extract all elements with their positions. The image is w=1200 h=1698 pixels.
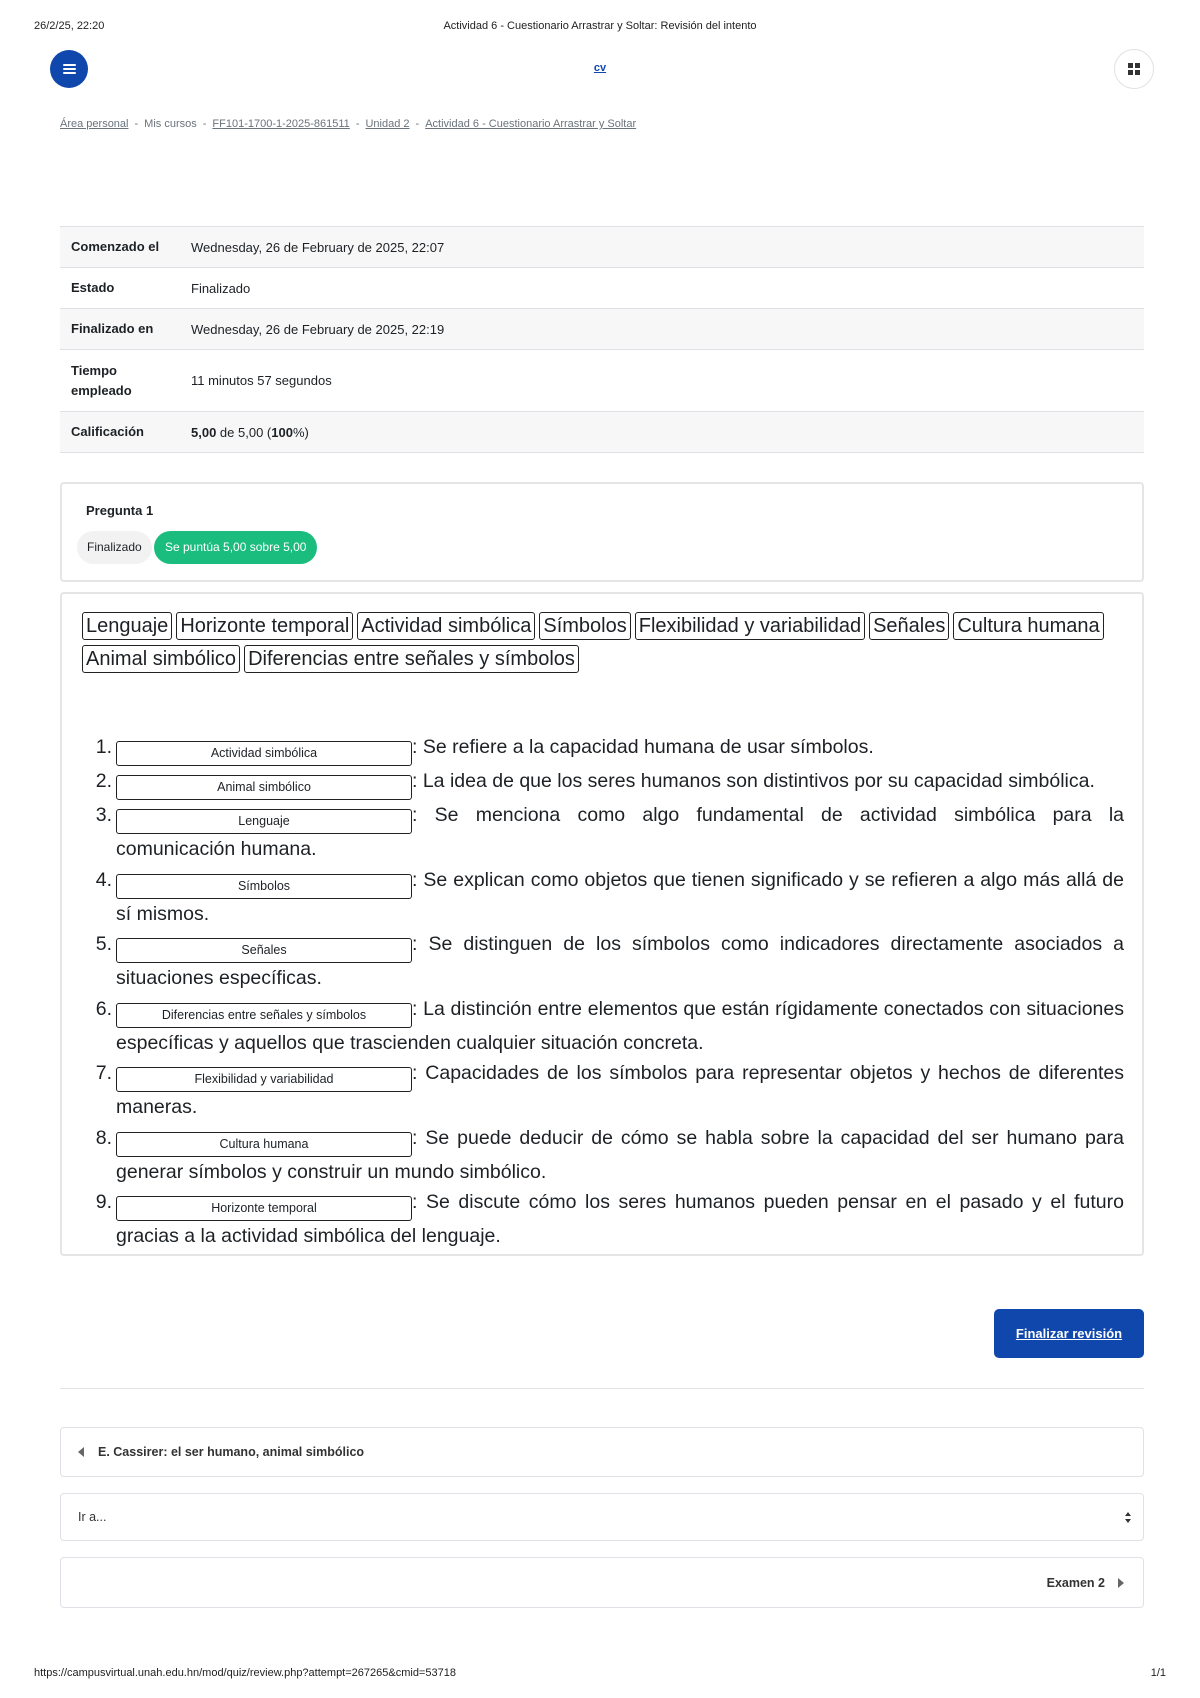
summary-row-started xyxy=(60,227,1144,268)
summary-label-line: Tiempo xyxy=(71,362,117,378)
caret-left-icon xyxy=(78,1447,84,1457)
drag-choice[interactable]: Señales xyxy=(869,612,949,640)
drag-choice[interactable]: Actividad simbólica xyxy=(357,612,535,640)
next-activity-link[interactable] xyxy=(60,1557,1144,1608)
finish-review-button[interactable]: Finalizar revisión xyxy=(994,1309,1144,1358)
drop-zone[interactable]: Diferencias entre señales y símbolos xyxy=(116,1003,412,1028)
item-number: 4. xyxy=(95,868,112,891)
question-content-panel xyxy=(60,592,1144,1256)
grade-percent: 100 xyxy=(271,424,293,440)
drop-zone[interactable]: Señales xyxy=(116,938,412,963)
item-text: : Se discute cómo los seres humanos pueden pensar en el pasado y el futuro gracias a la actividad simbólica del lenguaje. xyxy=(116,1191,1124,1247)
site-name-link[interactable]: cv xyxy=(593,62,607,74)
item-number: 6. xyxy=(95,997,112,1020)
drag-choice[interactable]: Flexibilidad y variabilidad xyxy=(635,612,865,640)
grade-of: de 5,00 ( xyxy=(216,424,272,440)
summary-row-state xyxy=(60,268,1144,309)
item-number: 1. xyxy=(95,736,112,758)
list-item xyxy=(95,766,1124,800)
drag-choices-area xyxy=(82,612,1122,678)
item-number: 2. xyxy=(95,770,112,792)
drop-zone[interactable]: Horizonte temporal xyxy=(116,1196,412,1221)
list-item xyxy=(95,1123,1124,1188)
prev-activity-label: E. Cassirer: el ser humano, animal simbólico xyxy=(98,1445,365,1459)
item-number: 8. xyxy=(95,1126,112,1149)
summary-label-line: empleado xyxy=(71,382,132,398)
apps-menu-button[interactable] xyxy=(1114,49,1154,89)
breadcrumb-separator: - xyxy=(415,118,420,130)
print-page-number: 1/1 xyxy=(1150,1667,1166,1679)
print-url: https://campusvirtual.unah.edu.hn/mod/quiz/review.php?attempt=267265&cmid=53718 xyxy=(34,1667,456,1679)
list-item xyxy=(95,800,1124,865)
breadcrumb-separator: - xyxy=(134,118,139,130)
summary-value xyxy=(191,412,1144,453)
print-header xyxy=(34,20,1166,36)
section-divider xyxy=(60,1388,1144,1389)
drop-zone[interactable]: Flexibilidad y variabilidad xyxy=(116,1067,412,1092)
summary-label: Calificación xyxy=(60,412,191,453)
item-text: : Se puede deducir de cómo se habla sobre la capacidad del ser humano para generar símbolos y construir un mundo simbólico. xyxy=(116,1126,1124,1183)
drag-choice[interactable]: Símbolos xyxy=(539,612,630,640)
breadcrumb-item-activity[interactable]: Actividad 6 - Cuestionario Arrastrar y Soltar xyxy=(425,118,637,130)
drag-choice[interactable]: Animal simbólico xyxy=(82,645,240,673)
breadcrumb-item-area-personal[interactable]: Área personal xyxy=(60,118,129,130)
list-item xyxy=(95,732,1124,766)
drop-zone[interactable]: Actividad simbólica xyxy=(116,741,412,766)
grid-icon xyxy=(1128,63,1140,75)
question-items-list xyxy=(95,732,1124,1252)
grade-close: %) xyxy=(292,424,309,440)
question-grade-badge: Se puntúa 5,00 sobre 5,00 xyxy=(154,531,317,564)
breadcrumb-item-course[interactable]: FF101-1700-1-2025-861511 xyxy=(212,118,350,130)
summary-label xyxy=(60,350,191,412)
summary-value: Finalizado xyxy=(191,268,1144,309)
breadcrumb-item-unit[interactable]: Unidad 2 xyxy=(365,118,410,130)
breadcrumb-item-mis-cursos: Mis cursos xyxy=(144,118,197,130)
drop-zone[interactable]: Animal simbólico xyxy=(116,775,412,800)
summary-value: 11 minutos 57 segundos xyxy=(191,350,1144,412)
prev-activity-link[interactable] xyxy=(60,1427,1144,1477)
item-number: 9. xyxy=(95,1191,112,1213)
attempt-summary-table xyxy=(60,226,1144,453)
list-item xyxy=(95,994,1124,1059)
drop-zone[interactable]: Símbolos xyxy=(116,874,412,899)
item-text: : Se menciona como algo fundamental de actividad simbólica para la comunicación humana. xyxy=(116,804,1124,860)
item-text: : La idea de que los seres humanos son distintivos por su capacidad simbólica. xyxy=(412,770,1095,792)
breadcrumb-separator: - xyxy=(355,118,360,130)
item-text: : Se distinguen de los símbolos como indicadores directamente asociados a situaciones específicas. xyxy=(116,933,1124,989)
drop-zone[interactable]: Cultura humana xyxy=(116,1132,412,1157)
summary-row-time xyxy=(60,350,1144,412)
summary-label: Comenzado el xyxy=(60,227,191,268)
list-item xyxy=(95,865,1124,930)
breadcrumb xyxy=(60,118,636,130)
select-updown-icon xyxy=(1125,1512,1132,1524)
question-number: Pregunta 1 xyxy=(86,503,154,518)
item-text: : Se refiere a la capacidad humana de usar símbolos. xyxy=(412,736,874,758)
breadcrumb-separator: - xyxy=(202,118,207,130)
summary-row-grade xyxy=(60,412,1144,453)
jump-to-label: Ir a... xyxy=(78,1510,107,1524)
item-text: : Capacidades de los símbolos para representar objetos y hechos de diferentes maneras. xyxy=(116,1062,1124,1118)
summary-label: Finalizado en xyxy=(60,309,191,350)
drag-choice[interactable]: Lenguaje xyxy=(82,612,172,640)
item-number: 3. xyxy=(95,804,112,826)
question-state-badge: Finalizado xyxy=(77,531,152,564)
print-document-title: Actividad 6 - Cuestionario Arrastrar y Soltar: Revisión del intento xyxy=(443,20,757,32)
drag-choice[interactable]: Diferencias entre señales y símbolos xyxy=(244,645,579,673)
item-text: : La distinción entre elementos que están rígidamente conectados con situaciones específicas y aquellos que trascienden cualquier situación concreta. xyxy=(116,997,1124,1054)
jump-to-select[interactable] xyxy=(60,1493,1144,1541)
item-text: : Se explican como objetos que tienen significado y se refieren a algo más allá de sí mismos. xyxy=(116,868,1124,925)
item-number: 5. xyxy=(95,933,112,955)
question-info-panel xyxy=(60,482,1144,582)
grade-score: 5,00 xyxy=(191,424,217,440)
next-activity-label: Examen 2 xyxy=(1046,1576,1105,1590)
drag-choice[interactable]: Horizonte temporal xyxy=(176,612,353,640)
summary-value: Wednesday, 26 de February de 2025, 22:07 xyxy=(191,227,1144,268)
summary-row-finished xyxy=(60,309,1144,350)
list-item xyxy=(95,1187,1124,1252)
item-number: 7. xyxy=(95,1062,112,1084)
caret-right-icon xyxy=(1118,1578,1124,1588)
list-item xyxy=(95,929,1124,994)
drag-choice[interactable]: Cultura humana xyxy=(953,612,1103,640)
summary-value: Wednesday, 26 de February de 2025, 22:19 xyxy=(191,309,1144,350)
drop-zone[interactable]: Lenguaje xyxy=(116,809,412,834)
list-item xyxy=(95,1058,1124,1123)
summary-label: Estado xyxy=(60,268,191,309)
print-datetime: 26/2/25, 22:20 xyxy=(34,20,105,32)
